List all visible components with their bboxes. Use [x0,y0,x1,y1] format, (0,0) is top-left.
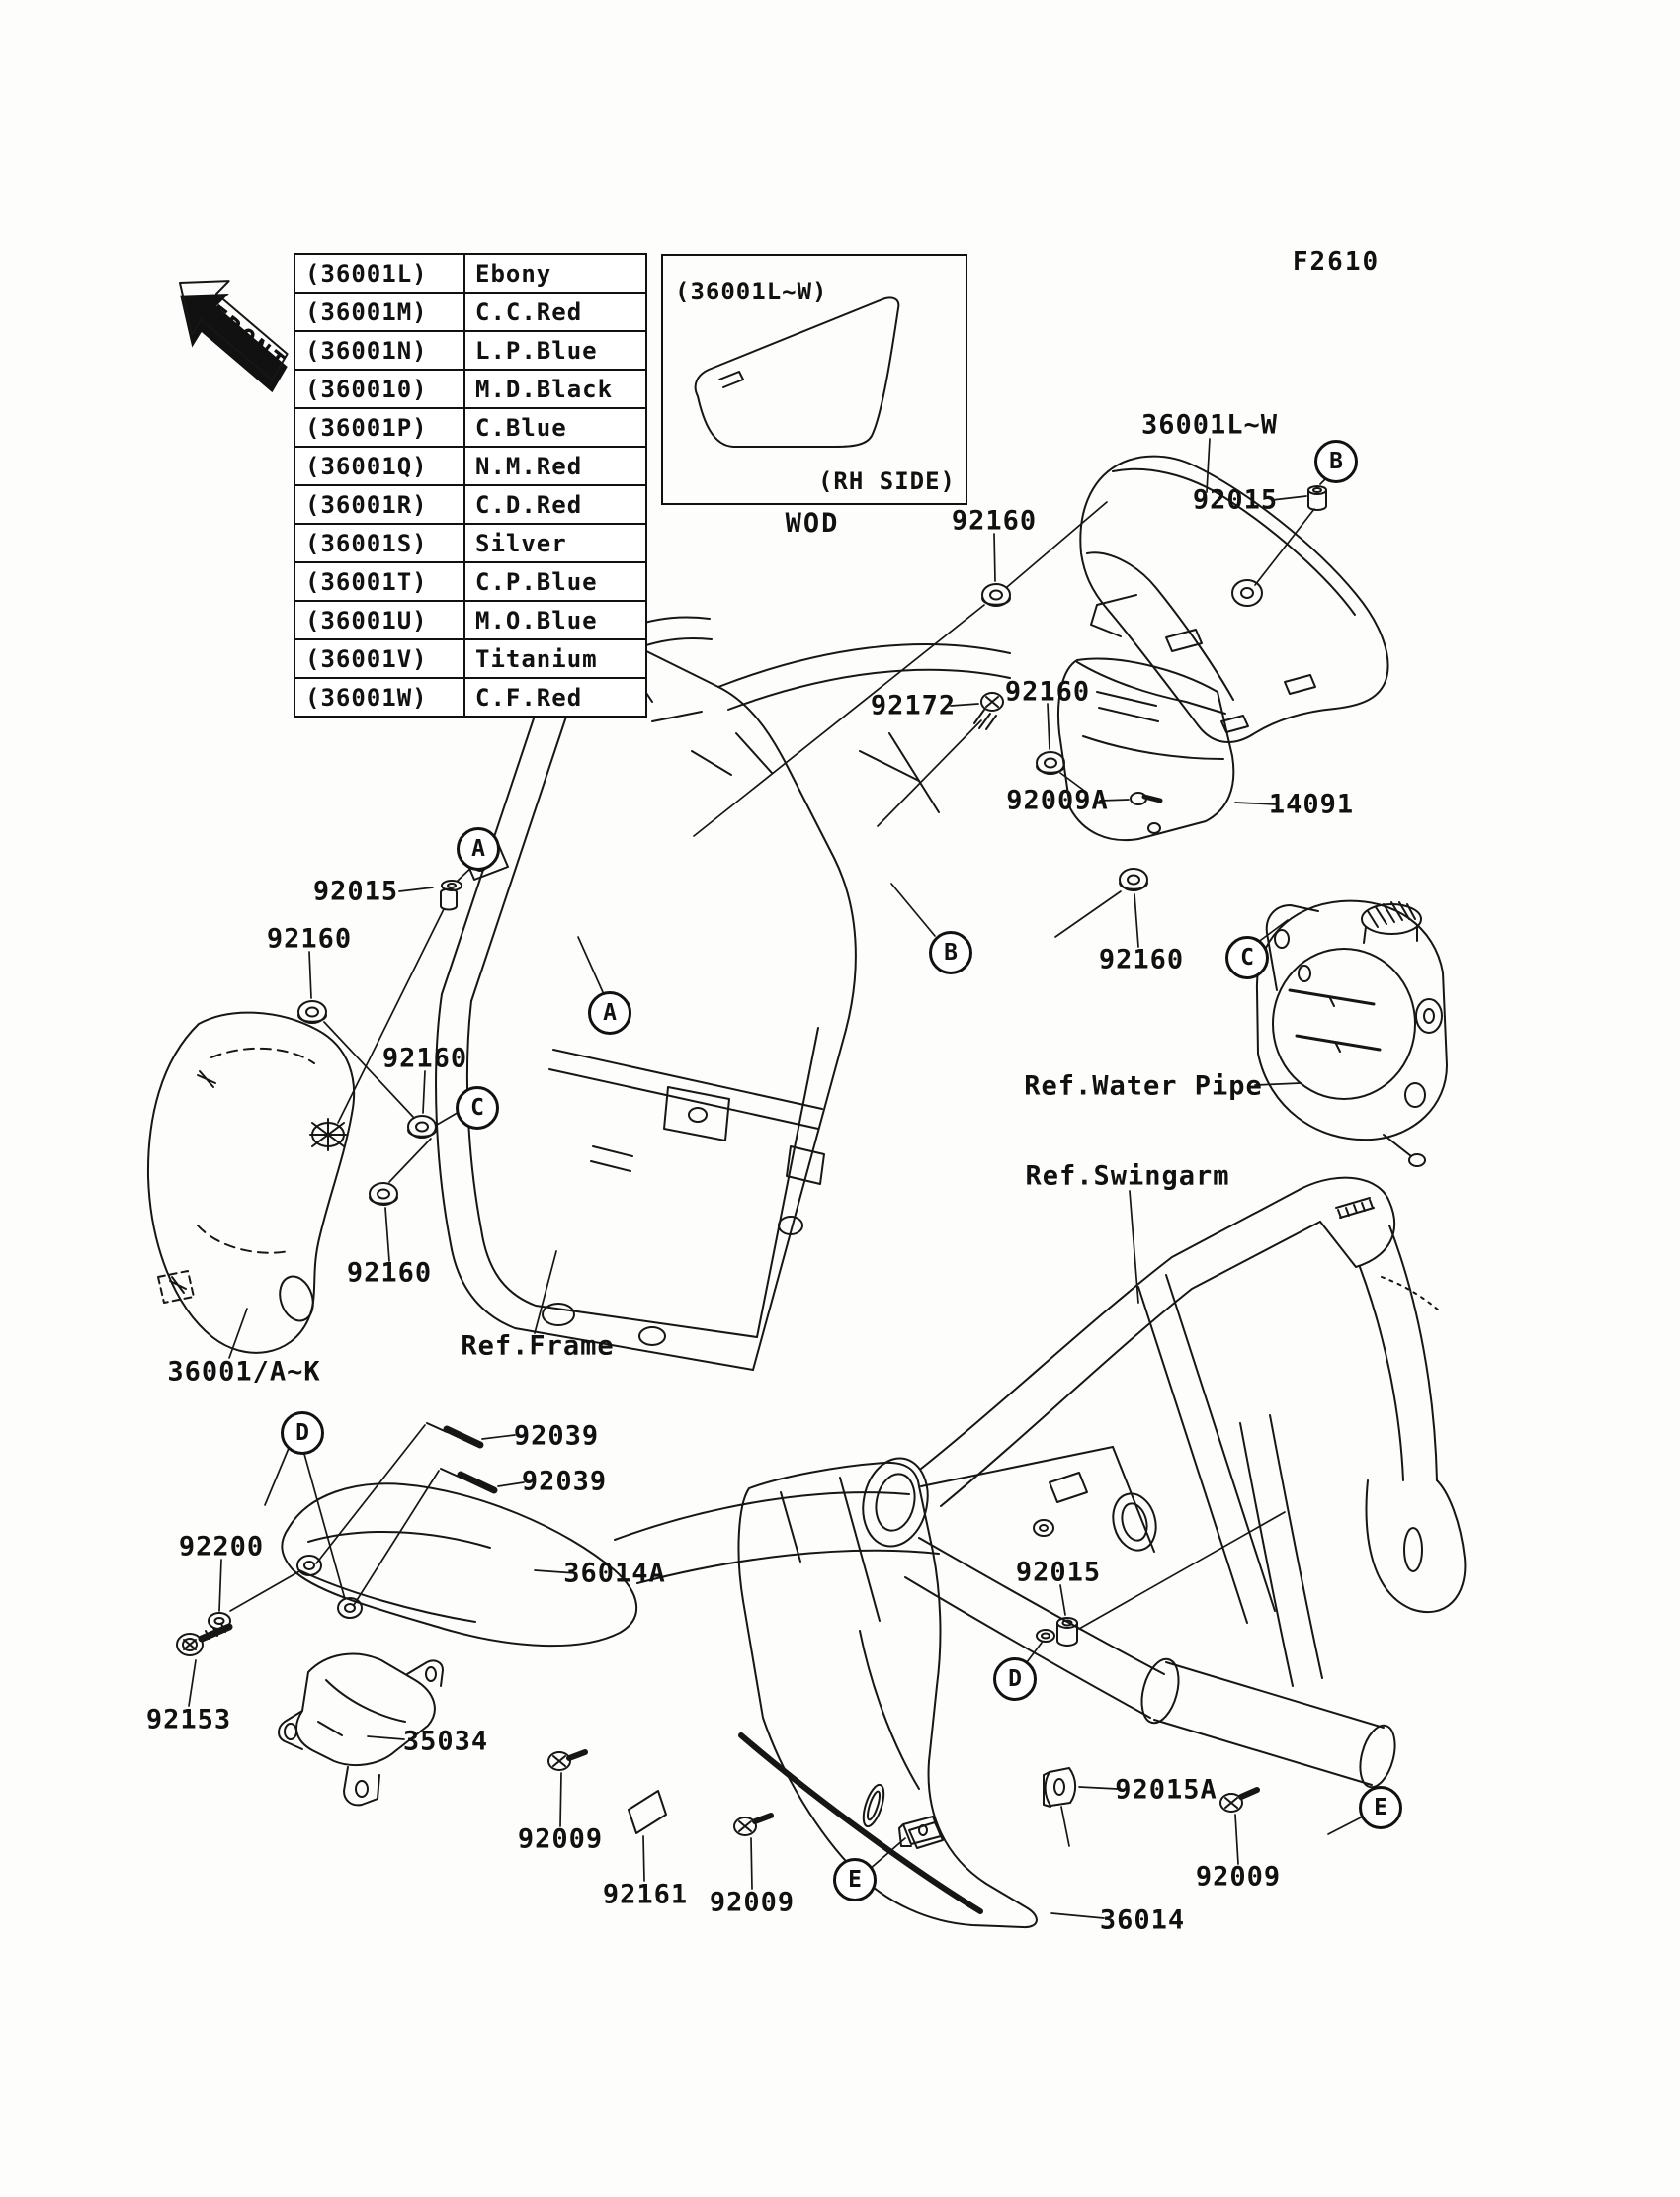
table-row [294,293,646,331]
callout-cover-rh: 36001L~W [1140,409,1279,441]
color-name-cell: M.O.Blue [464,601,646,639]
callout-92015-top: 92015 [1192,484,1279,516]
color-code-cell: (36001W) [294,678,464,717]
marker-a-2: A [588,991,631,1035]
callout-92009-a: 92009 [517,1823,604,1855]
inset-box [661,254,967,505]
color-code-cell: (36001R) [294,485,464,524]
callout-ref-swingarm: Ref.Swingarm [1025,1160,1230,1192]
color-code-table [294,253,647,718]
table-row [294,447,646,485]
water-pipe-cover-drawing [1257,901,1447,1166]
table-row [294,370,646,408]
callout-92200: 92200 [178,1531,265,1563]
callout-92015-swing: 92015 [1015,1557,1102,1588]
color-code-cell: (36001Q) [294,447,464,485]
table-row [294,562,646,601]
callout-92009-c: 92009 [1195,1861,1282,1893]
callout-ref-frame: Ref.Frame [461,1330,615,1362]
color-code-cell: (36001V) [294,639,464,678]
callout-92009-b: 92009 [709,1887,796,1918]
color-code-cell: (36001U) [294,601,464,639]
color-name-cell: C.D.Red [464,485,646,524]
color-code-cell: (36001N) [294,331,464,370]
color-name-cell: Ebony [464,254,646,293]
marker-d-2: D [993,1657,1037,1701]
marker-a-1: A [457,827,500,871]
callout-ref-water-pipe: Ref.Water Pipe [1024,1070,1263,1102]
frame-drawing [436,617,1010,1370]
color-name-cell: L.P.Blue [464,331,646,370]
callout-92160-bottom: 92160 [346,1257,433,1289]
marker-c-1: C [456,1086,499,1130]
callout-92160-right: 92160 [1098,944,1185,975]
callout-92160-left: 92160 [266,923,353,955]
marker-c-2: C [1225,936,1269,979]
marker-e-1: E [833,1858,877,1901]
callout-92039-b: 92039 [521,1466,608,1497]
callout-92160-c: 92160 [381,1043,468,1074]
side-cover-lh-drawing [148,1013,354,1353]
callout-36014a: 36014A [563,1558,666,1589]
color-code-cell: (36001L) [294,254,464,293]
table-row [294,678,646,717]
callout-14091: 14091 [1268,789,1355,820]
table-row [294,601,646,639]
marker-e-2: E [1359,1786,1402,1829]
callout-92039-a: 92039 [513,1420,600,1452]
color-code-cell: (36001P) [294,408,464,447]
color-name-cell: M.D.Black [464,370,646,408]
color-name-cell: C.Blue [464,408,646,447]
callout-36014: 36014 [1099,1904,1186,1936]
callout-92172: 92172 [870,690,957,721]
callout-92153: 92153 [145,1704,232,1735]
color-name-cell: Titanium [464,639,646,678]
front-arrow-icon [153,258,310,403]
color-name-cell: C.P.Blue [464,562,646,601]
callout-92015-left: 92015 [312,876,399,907]
color-code-cell: (360010) [294,370,464,408]
table-row [294,408,646,447]
inset-code: WOD [785,508,840,539]
table-row [294,639,646,678]
callout-92015a: 92015A [1115,1774,1218,1806]
table-row [294,331,646,370]
marker-b-1: B [1314,440,1358,483]
marker-d-1: D [281,1411,324,1455]
callout-92009a: 92009A [1006,785,1109,816]
color-code-cell: (36001S) [294,524,464,562]
inset-title: (36001L~W) [675,278,828,305]
figure-code: F2610 [1292,247,1381,277]
callout-92160-top: 92160 [951,505,1038,537]
color-code-cell: (36001M) [294,293,464,331]
color-code-cell: (36001T) [294,562,464,601]
chain-cover-rear-drawing [738,1447,1154,1927]
table-row [294,524,646,562]
color-name-cell: Silver [464,524,646,562]
inset-side-note: (RH SIDE) [817,467,956,495]
callout-92160-mid: 92160 [1004,676,1091,708]
callout-35034: 35034 [402,1726,489,1757]
color-name-cell: C.F.Red [464,678,646,717]
front-arrow-label: FRONT [201,299,293,380]
table-row [294,485,646,524]
table-row [294,254,646,293]
callout-cover-lh: 36001/A~K [167,1356,321,1388]
color-name-cell: C.C.Red [464,293,646,331]
swingarm-drawing [855,1178,1465,1791]
color-name-cell: N.M.Red [464,447,646,485]
marker-b-2: B [929,931,972,974]
callout-92161: 92161 [602,1879,689,1910]
